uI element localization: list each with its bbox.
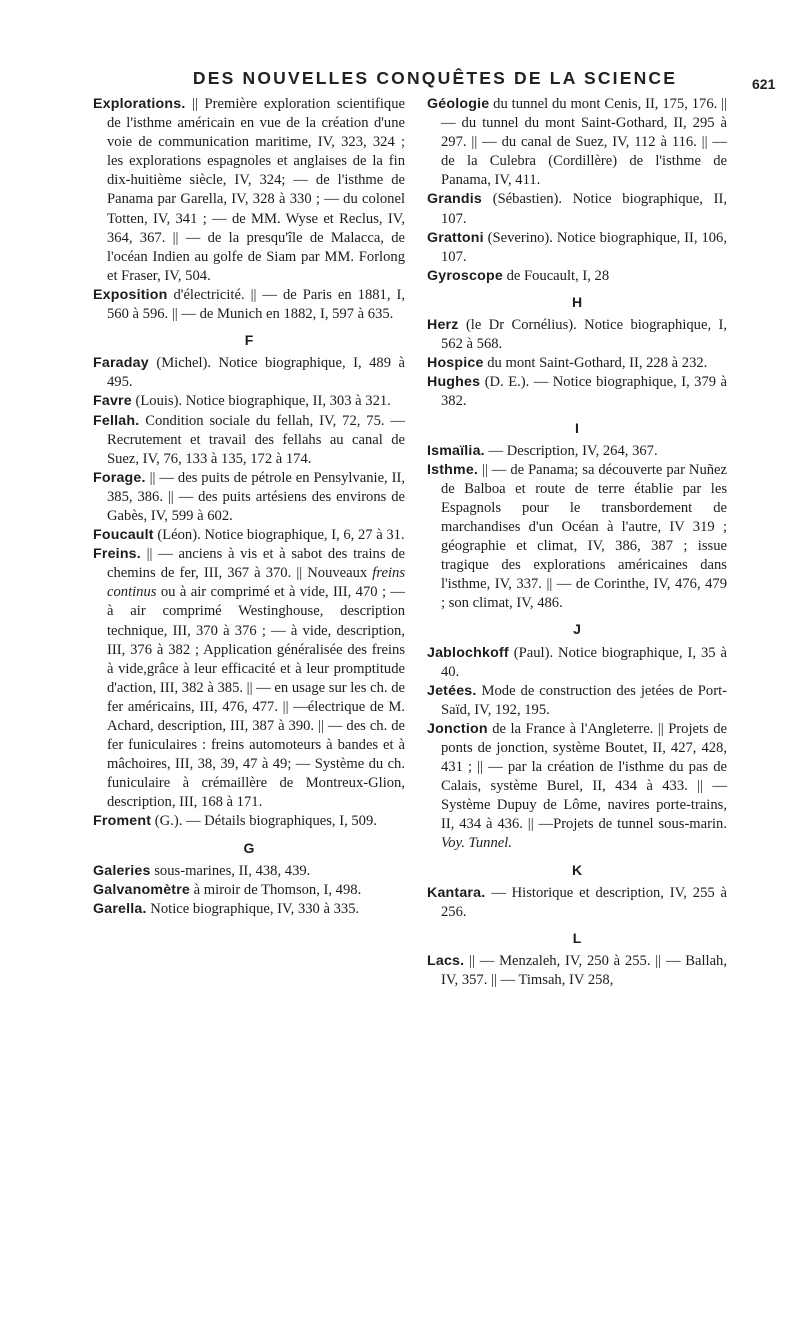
- entry-text: ou à air comprimé et à vide, III, 470 ; — à air comprimé Westinghouse, description technique, III, 370 à 376 ; — à vide, description, III, 376 à 382 ; Application généralisée des freins à vide,grâce à leur efficacité et à leur promptitude d'action, III, 382 à 385. || — en usage sur les ch. de fer américains, III, 476, 477. || —électrique de M. Achard, description, III, 387 à 390. || — des ch. de fer funiculaires : freins automoteurs à bandes et à mâchoires, III, 38, 39, 47 à 49; — Système du ch. funiculaire à crémaillère de Montreux-Glion, description, III, 168 à 171.: [107, 584, 405, 811]
- entry-text: de la France à l'Angleterre. || Projets de ponts de jonction, système Boutet, II, 427, 428, 431 ; || — par la création de l'isthme du pas de Calais, système Burel, II, 434 à 433. || —Système Dupuy de Lôme, navires porte-trains, II, 434 à 436. || —Projets de tunnel sous-marin.: [441, 720, 727, 833]
- entry-term: Grandis: [427, 191, 483, 208]
- entry-text: || — Menzaleh, IV, 250 à 255. || — Ballah, IV, 357. || — Timsah, IV 258,: [441, 952, 727, 989]
- entry-italic: freins continus: [107, 565, 405, 601]
- entry-text: (le Dr Cornélius). Notice biographique, I, 562 à 568.: [441, 317, 727, 353]
- index-entry: [93, 881, 405, 900]
- right-column: [427, 95, 727, 990]
- entry-term: Galeries: [93, 862, 151, 879]
- entry-text: du mont Saint-Gothard, II, 228 à 232.: [483, 355, 708, 372]
- entry-term: Gyroscope: [427, 267, 503, 284]
- index-entry: [427, 373, 727, 411]
- index-entry: [93, 469, 405, 526]
- entry-term: Herz: [427, 317, 459, 334]
- entry-term: Exposition: [93, 286, 168, 303]
- entry-term: Froment: [93, 813, 152, 830]
- entry-term: Ismaïlia.: [427, 442, 485, 459]
- index-entry: [93, 812, 405, 831]
- entry-text: || — de Panama; sa découverte par Nuñez de Balboa et route de terre établie par les Espagnols pour le transbordement de marchandises d'un Océan à l'autre, IV 319 ; géographie et climat, IV, 386, 387 ; issue tragique des explorations américaines dans l'isthme, IV, 337. || — de Corinthe, IV, 476, 479 ; son climat, IV, 486.: [441, 461, 727, 612]
- index-entry: [427, 952, 727, 990]
- entry-term: Hospice: [427, 355, 484, 372]
- entry-text: du tunnel du mont Cenis, II, 175, 176. || — du tunnel du mont Saint-Gothard, II, 295 à 297. || — du canal de Suez, IV, 112 à 116. || — de la Culebra (Cordillère) de l'isthme de Panama, IV, 411.: [441, 96, 727, 189]
- index-entry: [427, 190, 727, 228]
- page-number: 621: [752, 76, 776, 92]
- section-letter: F: [244, 332, 254, 349]
- entry-text: Notice biographique, IV, 330 à 335.: [146, 900, 360, 917]
- entry-text: de Foucault, I, 28: [502, 267, 610, 284]
- left-column: [93, 95, 405, 919]
- entry-text: Mode de construction des jetées de Port-Saïd, IV, 192, 195.: [441, 682, 727, 718]
- section-letter: J: [573, 621, 581, 638]
- entry-term: Forage.: [93, 469, 146, 486]
- index-entry: [427, 461, 727, 614]
- entry-text: (Sébastien). Notice biographique, II, 107.: [441, 191, 727, 227]
- entry-text: (Léon). Notice biographique, I, 6, 27 à 31.: [153, 527, 405, 544]
- index-entry: [427, 720, 727, 854]
- entry-text: || Première exploration scientifique de l'isthme américain en vue de la création d'une voie de communication maritime, IV, 323, 324 ; les explorations espagnoles et anglaises de la fin dix-huitième siècle, IV, 324; — de l'isthme de Panama par Garella, IV, 328 à 330 ; — du colonel Totten, IV, 341 ; — de MM. Wyse et Reclus, IV, 364, 367. || — de la presqu'île de Malacca, de l'océan Indien au golfe de Siam par MM. Forlong et Fraser, IV, 504.: [107, 96, 405, 284]
- index-entry: [93, 862, 405, 881]
- section-letter: I: [575, 419, 579, 436]
- entry-text: || — des puits de pétrole en Pensylvanie, II, 385, 386. || — des puits artésiens des environs de Gabès, IV, 599 à 602.: [107, 469, 405, 524]
- section-letter: L: [572, 929, 582, 946]
- entry-text: (Michel). Notice biographique, I, 489 à 495.: [107, 355, 405, 391]
- entry-term: Jetées.: [427, 682, 477, 699]
- entry-term: Isthme.: [427, 461, 479, 478]
- index-entry: [427, 316, 727, 354]
- index-entry: [93, 545, 405, 812]
- entry-italic: Voy. Tunnel.: [441, 835, 512, 852]
- index-entry: [427, 229, 727, 267]
- index-entry: [93, 95, 405, 286]
- index-entry: [93, 412, 405, 469]
- entry-text: (G.). — Détails biographiques, I, 509.: [151, 813, 377, 830]
- entry-term: Explorations.: [93, 96, 186, 112]
- running-header: DES NOUVELLES CONQUÊTES DE LA SCIENCE: [192, 68, 678, 88]
- index-entry: [427, 682, 727, 720]
- entry-term: Foucault: [93, 527, 154, 544]
- entry-term: Faraday: [93, 355, 149, 372]
- entry-text: d'électricité. || — de Paris en 1881, I, 560 à 596. || — de Munich en 1882, I, 597 à 635.: [107, 286, 405, 323]
- entry-term: Fellah.: [93, 412, 140, 429]
- index-entry: [427, 442, 727, 461]
- entry-text: — Description, IV, 264, 367.: [484, 442, 658, 459]
- entry-text: || — anciens à vis et à sabot des trains de chemins de fer, III, 367 à 370. || Nouveaux: [107, 546, 405, 582]
- entry-term: Favre: [93, 393, 132, 410]
- entry-term: Jablochkoff: [427, 644, 509, 661]
- entry-text: (Louis). Notice biographique, II, 303 à 321.: [131, 393, 391, 410]
- entry-text: Condition sociale du fellah, IV, 72, 75. — Recrutement et travail des fellahs au canal de Suez, IV, 76, 133 à 135, 172 à 174.: [107, 412, 405, 467]
- entry-term: Lacs.: [427, 952, 465, 969]
- entry-term: Géologie: [427, 96, 490, 112]
- section-letter: H: [571, 293, 583, 310]
- index-entry: [93, 286, 405, 324]
- entry-text: — Historique et description, IV, 255 à 256.: [441, 884, 727, 920]
- entry-term: Galvanomètre: [93, 881, 191, 898]
- section-letter: G: [243, 839, 255, 856]
- index-entry: [93, 354, 405, 392]
- index-entry: [427, 884, 727, 922]
- index-entry: [93, 526, 405, 545]
- entry-term: Hughes: [427, 374, 481, 391]
- index-entry: [93, 392, 405, 411]
- entry-term: Grattoni: [427, 229, 484, 246]
- entry-text: à miroir de Thomson, I, 498.: [190, 881, 362, 898]
- entry-text: (Severino). Notice biographique, II, 106, 107.: [441, 229, 727, 265]
- entry-term: Freins.: [93, 546, 141, 563]
- entry-text: (D. E.). — Notice biographique, I, 379 à 382.: [441, 374, 727, 410]
- index-entry: [427, 267, 727, 286]
- index-entry: [427, 644, 727, 682]
- section-letter: K: [571, 861, 583, 878]
- entry-text: (Paul). Notice biographique, I, 35 à 40.: [441, 644, 727, 680]
- index-entry: [427, 354, 727, 373]
- entry-term: Jonction: [427, 720, 488, 737]
- entry-term: Kantara.: [427, 884, 486, 901]
- entry-text: sous-marines, II, 438, 439.: [150, 862, 311, 879]
- entry-term: Garella.: [93, 900, 147, 917]
- index-entry: [427, 95, 727, 190]
- index-entry: [93, 900, 405, 919]
